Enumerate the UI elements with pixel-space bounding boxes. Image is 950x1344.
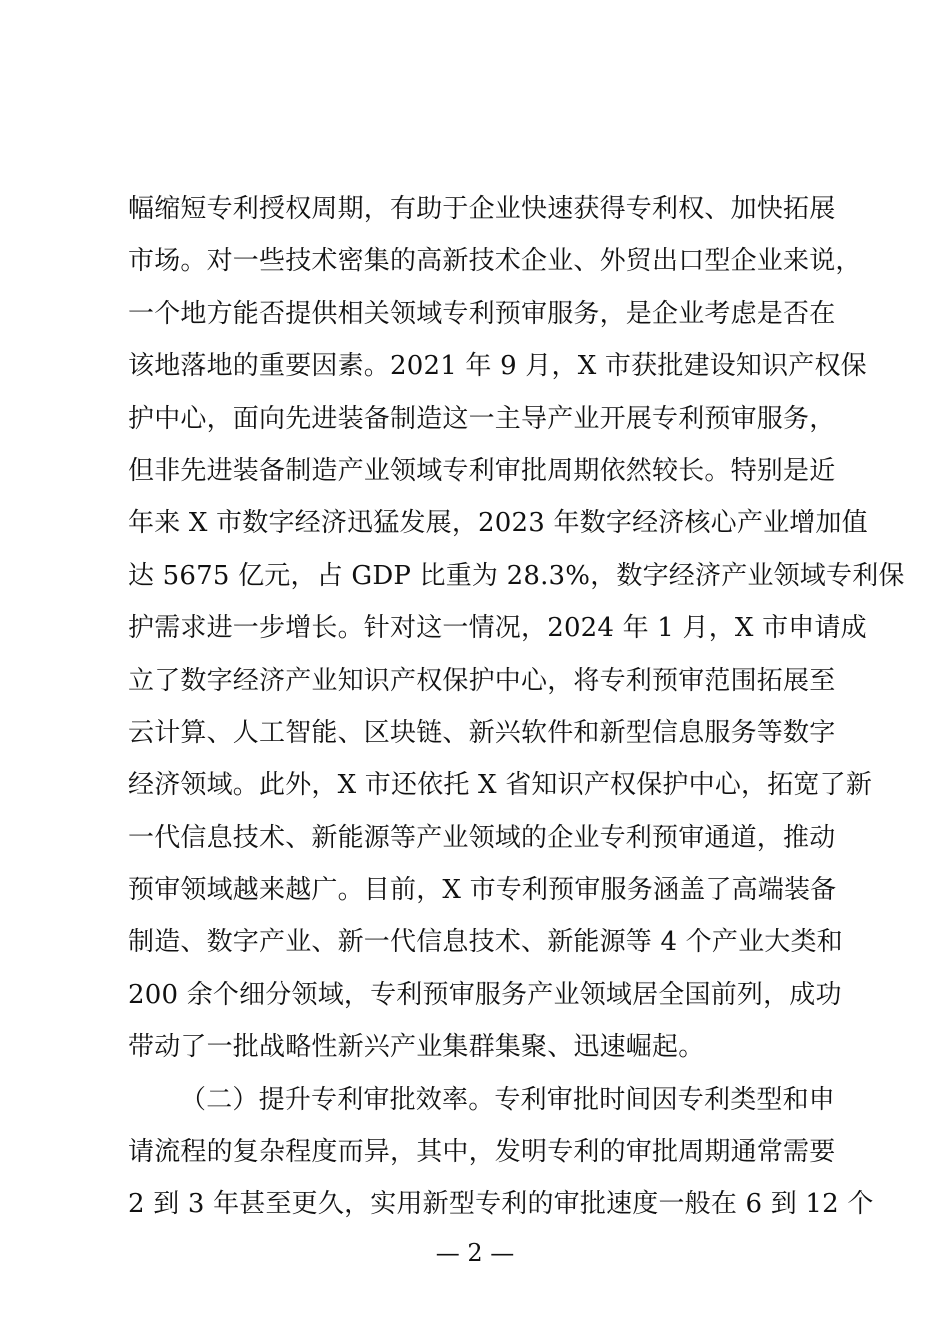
text-line: 制造、数字产业、新一代信息技术、新能源等 4 个产业大类和	[128, 927, 843, 958]
text-line: 2 到 3 年甚至更久，实用新型专利的审批速度一般在 6 到 12 个	[128, 1189, 874, 1220]
text-line: 200 余个细分领域，专利预审服务产业领域居全国前列，成功	[128, 979, 842, 1010]
text-line: 云计算、人工智能、区块链、新兴软件和新型信息服务等数字	[128, 717, 836, 748]
text-line: 请流程的复杂程度而异，其中，发明专利的审批周期通常需要	[128, 1137, 836, 1168]
text-line: 但非先进装备制造产业领域专利审批周期依然较长。特别是近	[128, 455, 836, 486]
text-line: 市场。对一些技术密集的高新技术企业、外贸出口型企业来说，	[128, 246, 862, 277]
text-line: 该地落地的重要因素。2021 年 9 月，X 市获批建设知识产权保	[128, 351, 867, 382]
page-number: — 2 —	[435, 1239, 515, 1267]
text-line: 立了数字经济产业知识产权保护中心，将专利预审范围拓展至	[128, 665, 836, 696]
paragraph-end-line: 带动了一批战略性新兴产业集群集聚、迅速崛起。	[128, 1032, 705, 1063]
text-line: 年来 X 市数字经济迅猛发展，2023 年数字经济核心产业增加值	[128, 508, 868, 539]
text-line: 护需求进一步增长。针对这一情况，2024 年 1 月，X 市申请成	[128, 613, 867, 644]
text-line: 达 5675 亿元，占 GDP 比重为 28.3%，数字经济产业领域专利保	[128, 560, 905, 591]
body-text	[128, 183, 905, 1231]
text-line: 幅缩短专利授权周期，有助于企业快速获得专利权、加快拓展	[128, 194, 836, 224]
text-line: 一代信息技术、新能源等产业领域的企业专利预审通道，推动	[128, 822, 836, 853]
section-heading-line: （二）提升专利审批效率。专利审批时间因专利类型和申	[180, 1084, 836, 1115]
text-line: 经济领域。此外，X 市还依托 X 省知识产权保护中心，拓宽了新	[128, 770, 873, 801]
text-line: 护中心，面向先进装备制造这一主导产业开展专利预审服务，	[128, 403, 836, 434]
text-line: 一个地方能否提供相关领域专利预审服务，是企业考虑是否在	[128, 298, 836, 329]
text-line: 预审领域越来越广。目前，X 市专利预审服务涵盖了高端装备	[128, 875, 837, 906]
